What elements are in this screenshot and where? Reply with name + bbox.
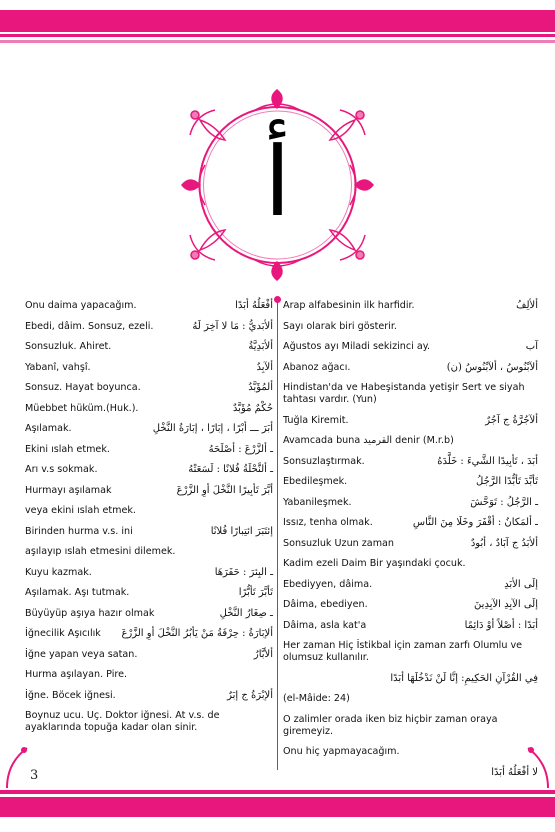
entry-row <box>25 362 273 374</box>
arabic-text: ـ صِغَارُ النَّخْلِ <box>219 608 273 619</box>
entry-row <box>283 497 538 509</box>
entry-row <box>25 546 273 558</box>
bottom-decorative-band <box>0 797 555 817</box>
entry-row <box>283 640 538 664</box>
arabic-text: تَأبَّدَ تَأبُّدًا الرَّجُلُ <box>476 476 538 487</box>
turkish-text: Ekini ıslah etmek. <box>25 444 110 455</box>
entry-row <box>25 587 273 599</box>
arabic-text: لا أفْعَلُهُ أبَدًا <box>491 767 538 778</box>
entry-row <box>25 341 273 353</box>
turkish-text: Sonsuzlaştırmak. <box>283 456 365 467</box>
turkish-text: Issız, tenha olmak. <box>283 517 373 528</box>
right-column <box>283 300 538 787</box>
turkish-text: Sonsuzluk. Ahiret. <box>25 341 112 352</box>
turkish-text: veya ekini ıslah etmek. <box>25 505 136 516</box>
turkish-text: Arı v.s sokmak. <box>25 464 98 475</box>
entry-row <box>283 558 538 570</box>
turkish-text: Yabanileşmek. <box>283 497 352 508</box>
arabic-text: إئتَبَرَ ائتِبارًا فُلانًا <box>210 526 273 537</box>
arabic-text: ألآبْنُوسُ ، ألآبْنُوسُ (ن) <box>446 362 538 373</box>
arabic-text: أبَّرَ تَأبِيرًا النَّخْلَ أوِ الزَّرْعَ <box>176 485 273 496</box>
arabic-text: آب <box>525 341 538 352</box>
entry-row <box>283 476 538 488</box>
entry-row <box>283 693 538 705</box>
arabic-text: أبَرَ ـــ أبْرًا ، إبَارًا ، إبَارَةُ النَّخْلِ <box>152 423 273 434</box>
page-number: 3 <box>30 768 39 783</box>
turkish-text: Hurmayı aşılamak <box>25 485 112 496</box>
entry-row <box>25 444 273 456</box>
entry-row <box>283 599 538 611</box>
turkish-text: Aşılamak. Aşı tutmak. <box>25 587 130 598</box>
arabic-text: ـ ألزَّرْعَ : أصْلَحَهُ <box>208 444 273 455</box>
entry-row <box>283 517 538 529</box>
entry-row <box>283 538 538 550</box>
turkish-text: Dâima, asla kat'a <box>283 620 367 631</box>
turkish-text: (el-Mâide: 24) <box>283 693 350 704</box>
right-corner-ornament-icon <box>523 740 553 790</box>
turkish-text: Dâima, ebediyen. <box>283 599 368 610</box>
turkish-text: Büyüyüp aşıya hazır olmak <box>25 608 155 619</box>
arabic-text: أبَدًا : أصْلاً أوْ دَائِمًا <box>464 620 538 631</box>
arabic-text: ألأبَديُّ : مَا لا آخِرَ لَهُ <box>192 321 273 332</box>
turkish-text: O zalimler orada iken biz hiçbir zaman oraya giremeyiz. <box>283 714 498 737</box>
arabic-text: إلَى الأبَدِ <box>504 579 538 590</box>
arabic-text: ألأبَدِيَّةُ <box>248 341 273 352</box>
entry-row <box>25 710 273 734</box>
entry-row <box>283 321 538 333</box>
turkish-text: Hurma aşılayan. Pire. <box>25 669 128 680</box>
turkish-text: İğnecilik Aşıcılık <box>25 628 101 639</box>
entry-row <box>283 714 538 738</box>
turkish-text: Her zaman Hiç İstikbal için zaman zarfı Olumlu ve olumsuz kullanılır. <box>283 640 523 663</box>
entry-row <box>25 403 273 415</box>
turkish-text: Ağustos ayı Miladi sekizinci ay. <box>283 341 431 352</box>
arabic-text: ـ ألمَكانُ : أقْفَرَ وخَلَا مِنَ النَّاسِ <box>412 517 538 528</box>
turkish-text: Hindistan'da ve Habeşistanda yetişir Sert ve siyah tahtası vardır. (Yun) <box>283 382 525 405</box>
entry-row <box>25 628 273 640</box>
turkish-text: Onu daima yapacağım. <box>25 300 137 311</box>
turkish-text: Müebbet hüküm.(Huk.). <box>25 403 139 414</box>
turkish-text: Onu hiç yapmayacağım. <box>283 746 400 757</box>
arabic-text: ألإبْرَةُ ج إبَرٌ <box>227 690 273 701</box>
entry-row <box>283 620 538 632</box>
entry-row <box>25 485 273 497</box>
entry-row <box>283 579 538 591</box>
arabic-text: ألأبَّارُ <box>253 649 273 660</box>
entry-row <box>283 456 538 468</box>
turkish-text: İğne. Böcek iğnesi. <box>25 690 116 701</box>
column-divider <box>277 300 278 770</box>
arabic-text: إلَى الآبِدِ الآبِدِينَ <box>474 599 538 610</box>
turkish-text: Kuyu kazmak. <box>25 567 92 578</box>
turkish-text: Ebedileşmek. <box>283 476 348 487</box>
entry-row <box>283 341 538 353</box>
entry-row <box>283 300 538 312</box>
turkish-text: İğne yapan veya satan. <box>25 649 138 660</box>
section-letter: أ <box>264 126 291 238</box>
turkish-text: Kadim ezeli Daim Bir yaşındaki çocuk. <box>283 558 466 569</box>
arabic-text: ـ ألنَّحْلَةُ فُلانًا : لَسَعَتْهُ <box>188 464 273 475</box>
top-decorative-line <box>0 34 555 37</box>
entry-row <box>25 300 273 312</box>
arabic-text: ـ الرَّجُلُ : تَوَحَّشَ <box>470 497 538 508</box>
turkish-text: Tuğla Kiremit. <box>283 415 349 426</box>
turkish-text: Abanoz ağacı. <box>283 362 351 373</box>
arabic-text: فِي القُرْآنِ الحَكِيمِ: إنَّا لَنْ نَدْخُلَهَا أبَدًا <box>390 673 538 684</box>
arabic-text: أفْعَلُهُ أبَدًا <box>235 300 273 311</box>
entry-row <box>25 567 273 579</box>
entry-row <box>25 505 273 517</box>
left-column <box>25 300 273 743</box>
bottom-decorative-line <box>0 790 555 794</box>
turkish-text: Sonsuz. Hayat boyunca. <box>25 382 141 393</box>
entry-row <box>283 746 538 758</box>
entry-row <box>25 608 273 620</box>
turkish-text: Sayı olarak biri gösterir. <box>283 321 397 332</box>
turkish-text: aşılayıp ıslah etmesini dilemek. <box>25 546 176 557</box>
turkish-text: Yabanî, vahşî. <box>25 362 91 373</box>
top-decorative-line-light <box>0 40 555 43</box>
arabic-text: تَأبَّرَ تَأبُّرًا <box>238 587 273 598</box>
arabic-text: ألآجُرَّةُ ج آجُرٌ <box>485 415 538 426</box>
entry-row <box>283 382 538 406</box>
turkish-text: Arap alfabesinin ilk harfidir. <box>283 300 415 311</box>
arabic-text: حُكْمٌ مُؤَبَّدٌ <box>232 403 273 414</box>
entry-row <box>283 362 538 374</box>
turkish-text: Ebediyyen, dâima. <box>283 579 373 590</box>
top-decorative-band <box>0 10 555 32</box>
entry-row <box>25 526 273 538</box>
entry-row <box>25 423 273 435</box>
entry-row <box>283 673 538 685</box>
left-corner-ornament-icon <box>2 740 32 790</box>
divider-top-dot <box>274 296 281 303</box>
arabic-text: ـ البِئرَ : حَفَرَهَا <box>214 567 273 578</box>
turkish-text: Ebedi, dâim. Sonsuz, ezeli. <box>25 321 154 332</box>
turkish-text: Aşılamak. <box>25 423 72 434</box>
arabic-text: ألآبِدُ <box>256 362 273 373</box>
turkish-text: Sonsuzluk Uzun zaman <box>283 538 394 549</box>
entry-row <box>25 321 273 333</box>
entry-row <box>283 767 538 779</box>
arabic-text: ألألِفُ <box>516 300 538 311</box>
entry-row <box>25 464 273 476</box>
entry-row <box>25 669 273 681</box>
turkish-text: Avamcada buna القرميد denir (M.r.b) <box>283 435 454 446</box>
entry-row <box>25 382 273 394</box>
turkish-text: Boynuz ucu. Uç. Doktor iğnesi. At v.s. de ayaklarında topuğa kadar olan sinir. <box>25 710 220 733</box>
arabic-text: أبَدَ ، تَأبِيدًا الشَّيءَ : خَلَّدَهُ <box>437 456 538 467</box>
arabic-text: ألإبَارَةُ : حِرْفَةُ مَنْ يَأبُرُ النَّخْلَ أوِ الزَّرْعَ <box>121 628 273 639</box>
entry-row <box>283 435 538 447</box>
entry-row <box>25 649 273 661</box>
arabic-text: ألمُؤَبَّدُ <box>248 382 273 393</box>
entry-row <box>283 415 538 427</box>
arabic-text: ألأبَدُ ج آبَادٌ ، أبُودٌ <box>470 538 538 549</box>
turkish-text: Birinden hurma v.s. ini <box>25 526 133 537</box>
entry-row <box>25 690 273 702</box>
